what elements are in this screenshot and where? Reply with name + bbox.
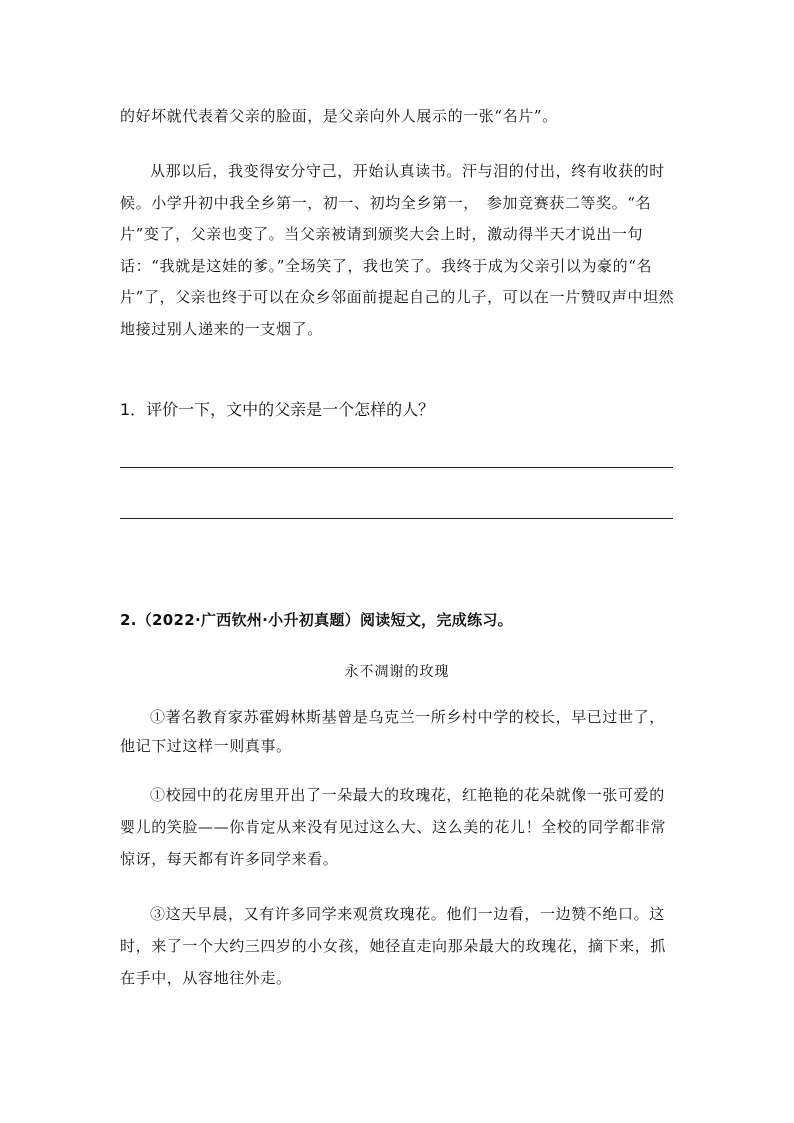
answer-line[interactable] (120, 518, 673, 519)
question-two-heading: 2.（2022·广西钦州·小升初真题）阅读短文，完成练习。 (120, 611, 513, 629)
passage-paragraph: 从那以后，我变得安分守己，开始认真读书。汗与泪的付出，终有收获的时候。小学升初中我全乡第一，初一、初均全乡第一， 参加竞赛获二等奖。“名片”变了，父亲也变了。当父亲被请到颁奖大会上时，激动得半天才说出一句话：“我就是这娃的爹。”全场笑了，我也笑了。我终于成为父亲引以为豪的“名片”了，父亲也终于可以在众乡邻面前提起自己的儿子，可以在一片赞叹声中坦然地接过别人递来的一支烟了。 (120, 162, 675, 338)
story-paragraph: ③这天早晨，又有许多同学来观赏玫瑰花。他们一边看，一边赞不绝口。这时，来了一个大约三四岁的小女孩，她径直走向那朵最大的玫瑰花，摘下来，抓在手中，从容地往外走。 (120, 905, 667, 987)
story-title: 永不凋谢的玫瑰 (344, 664, 450, 680)
passage-line-continuation: 的好坏就代表着父亲的脸面，是父亲向外人展示的一张“名片”。 (120, 107, 558, 125)
answer-line[interactable] (120, 467, 673, 468)
story-paragraph: ①校园中的花房里开出了一朵最大的玫瑰花，红艳艳的花朵就像一张可爱的婴儿的笑脸——你肯定从来没有见过这么大、这么美的花儿！全校的同学都非常惊讶，每天都有许多同学来看。 (120, 786, 667, 868)
question-one: 1．评价一下，文中的父亲是一个怎样的人？ (120, 400, 435, 419)
story-paragraph: ①著名教育家苏霍姆林斯基曾是乌克兰一所乡村中学的校长，早已过世了，他记下过这样一则真事。 (120, 708, 665, 755)
